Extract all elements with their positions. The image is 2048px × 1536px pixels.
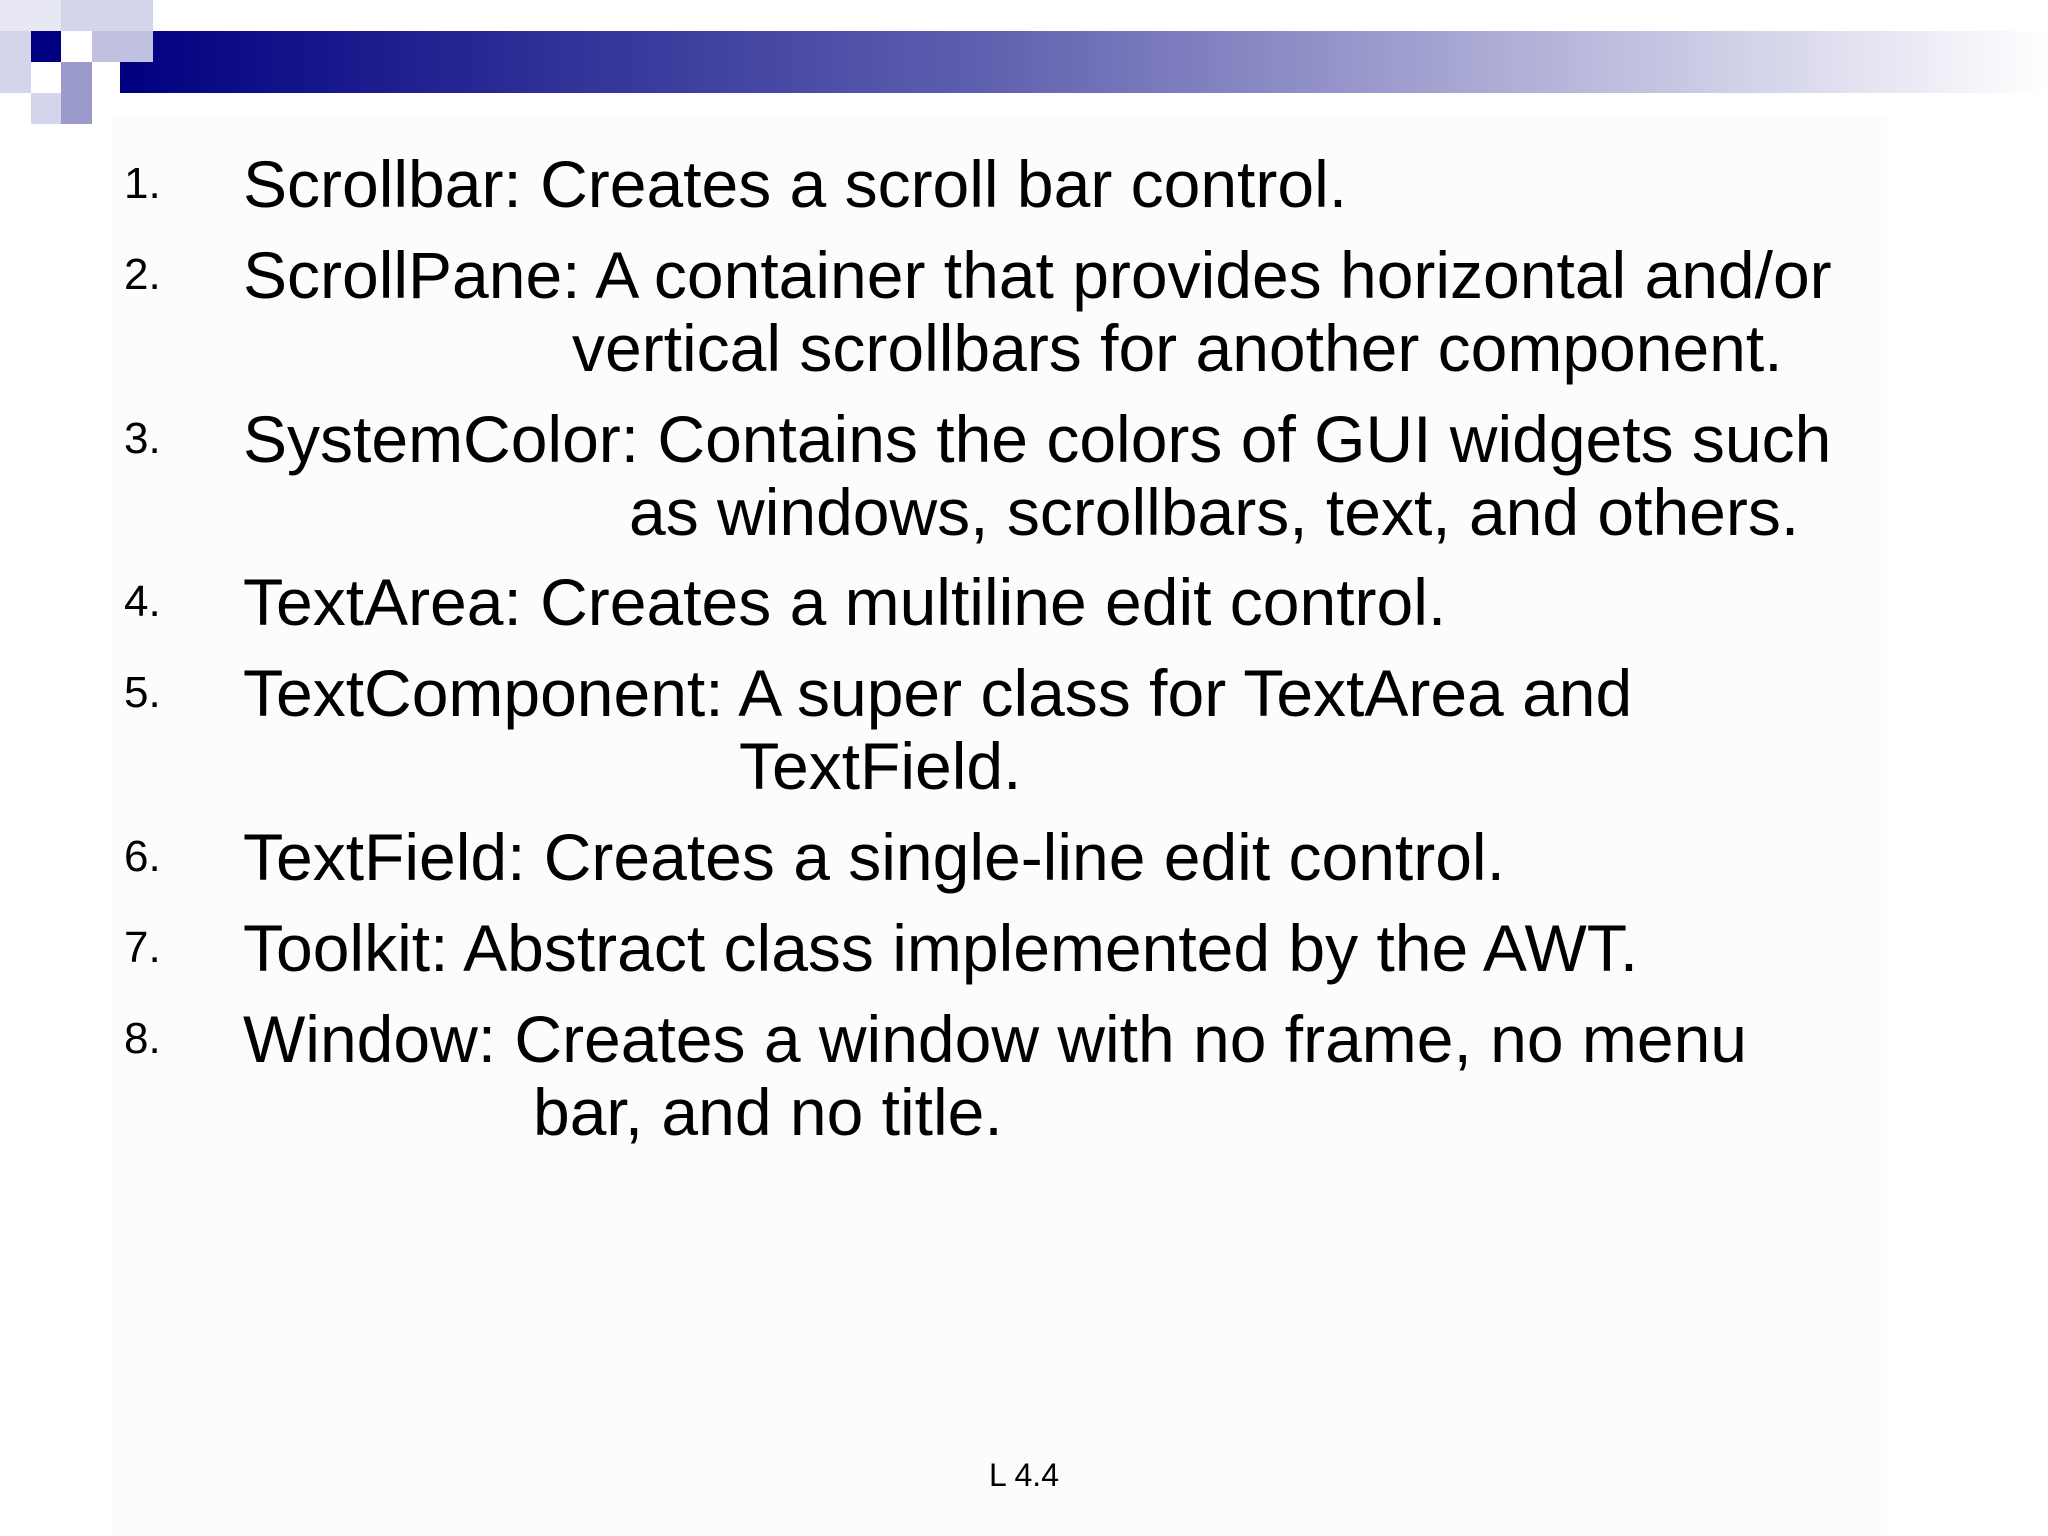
- item-text-continuation: bar, and no title.: [533, 1075, 1003, 1149]
- item-text: SystemColor: Contains the colors of GUI widgets such: [243, 402, 1832, 476]
- item-number: 4.: [124, 577, 161, 626]
- item-number: 7.: [124, 923, 161, 972]
- item-text: TextArea: Creates a multiline edit control.: [243, 565, 1447, 639]
- item-text: Toolkit: Abstract class implemented by the AWT.: [243, 911, 1639, 985]
- item-number: 8.: [124, 1014, 161, 1063]
- item-text: ScrollPane: A container that provides horizontal and/or: [243, 238, 1832, 312]
- item-number: 3.: [124, 414, 161, 463]
- item-number: 6.: [124, 832, 161, 881]
- item-text: Window: Creates a window with no frame, no menu: [243, 1002, 1748, 1076]
- item-text: TextComponent: A super class for TextArea and: [243, 656, 1633, 730]
- item-text: TextField: Creates a single-line edit control.: [243, 820, 1505, 894]
- item-number: 5.: [124, 668, 161, 717]
- item-text-continuation: vertical scrollbars for another component.: [572, 311, 1783, 385]
- item-number: 1.: [124, 159, 161, 208]
- item-number: 2.: [124, 250, 161, 299]
- item-text-continuation: as windows, scrollbars, text, and others.: [629, 475, 1800, 549]
- slide-number-footer: L 4.4: [989, 1457, 1059, 1493]
- item-text-continuation: TextField.: [739, 729, 1022, 803]
- item-text: Scrollbar: Creates a scroll bar control.: [243, 147, 1348, 221]
